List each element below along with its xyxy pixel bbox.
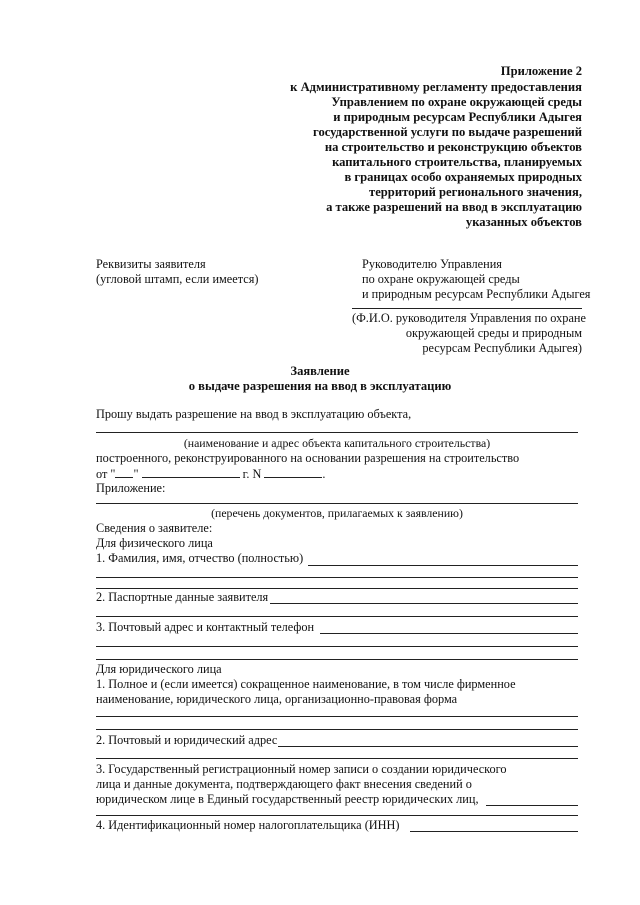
applicant-info-label: Сведения о заявителе: (96, 521, 213, 535)
legal-registration-label-cont: лица и данные документа, подтверждающего факт внесения сведений о (96, 777, 472, 791)
request-text: Прошу выдать разрешение на ввод в эксплуатацию объекта, (96, 407, 412, 421)
header-line: на строительство и реконструкцию объектов (324, 140, 582, 154)
legal-inn-field[interactable] (410, 831, 578, 832)
recipient-caption: ресурсам Республики Адыгея) (422, 341, 582, 355)
date-quote: " (133, 467, 139, 481)
date-year-label: г. N (242, 467, 262, 481)
header-line: государственной услуги по выдаче разрешений (313, 125, 582, 139)
legal-name-field[interactable] (96, 716, 578, 717)
legal-inn-label: 4. Идентификационный номер налогоплательщика (ИНН) (96, 818, 400, 832)
permit-number-field[interactable] (264, 466, 322, 478)
individual-fullname-label: 1. Фамилия, имя, отчество (полностью) (96, 551, 304, 565)
legal-address-label: 2. Почтовый и юридический адрес (96, 733, 278, 747)
fill-line[interactable] (96, 659, 578, 660)
attachment-label: Приложение: (96, 481, 166, 495)
built-text: построенного, реконструированного на основании разрешения на строительство (96, 451, 520, 465)
fill-line[interactable] (96, 577, 578, 578)
documents-caption: (перечень документов, прилагаемых к заявлению) (211, 506, 463, 520)
header-line: и природным ресурсам Республики Адыгея (333, 110, 582, 124)
legal-name-label-cont: наименование, юридического лица, организационно-правовая форма (96, 692, 458, 706)
date-month-year-field[interactable] (142, 466, 240, 478)
date-end: . (322, 467, 326, 481)
header-line: территорий регионального значения, (369, 185, 582, 199)
recipient-caption: (Ф.И.О. руководителя Управления по охране (352, 311, 586, 325)
individual-header: Для физического лица (96, 536, 213, 550)
header-line: к Административному регламенту предоставления (290, 80, 582, 94)
recipient-line: Руководителю Управления (362, 257, 502, 271)
applicant-requisites-label: Реквизиты заявителя (96, 257, 206, 271)
legal-registration-label-cont: юридическом лице в Единый государственный реестр юридических лиц, (96, 792, 479, 806)
individual-address-field[interactable] (320, 633, 578, 634)
fill-line[interactable] (96, 588, 578, 589)
recipient-caption: окружающей среды и природным (405, 326, 582, 340)
fill-line[interactable] (96, 729, 578, 730)
date-day-field[interactable] (115, 466, 133, 478)
appendix-number: Приложение 2 (500, 64, 582, 78)
fill-line[interactable] (96, 815, 578, 816)
date-line (96, 466, 326, 482)
recipient-line: и природным ресурсам Республики Адыгея (362, 287, 591, 301)
recipient-name-line[interactable] (352, 308, 582, 309)
date-prefix: от " (96, 467, 116, 481)
recipient-line: по охране окружающей среды (362, 272, 520, 286)
legal-registration-label: 3. Государственный регистрационный номер записи о создании юридического (96, 762, 507, 776)
legal-registration-field[interactable] (486, 805, 578, 806)
legal-name-label: 1. Полное и (если имеется) сокращенное наименование, в том числе фирменное (96, 677, 516, 691)
header-line: Управлением по охране окружающей среды (331, 95, 582, 109)
header-line: а также разрешений на ввод в эксплуатацию (326, 200, 582, 214)
document-subtitle: о выдаче разрешения на ввод в эксплуатацию (188, 379, 452, 393)
fill-line[interactable] (96, 616, 578, 617)
fill-line[interactable] (96, 758, 578, 759)
individual-passport-label: 2. Паспортные данные заявителя (96, 590, 269, 604)
individual-passport-field[interactable] (270, 603, 578, 604)
document-title: Заявление (290, 364, 350, 378)
object-caption: (наименование и адрес объекта капитального строительства) (183, 436, 491, 450)
fill-line[interactable] (96, 646, 578, 647)
header-line: в границах особо охраняемых природных (344, 170, 582, 184)
documents-list-field[interactable] (96, 503, 578, 504)
individual-address-label: 3. Почтовый адрес и контактный телефон (96, 620, 315, 634)
applicant-stamp-label: (угловой штамп, если имеется) (96, 272, 259, 286)
header-line: капитального строительства, планируемых (332, 155, 582, 169)
legal-address-field[interactable] (278, 746, 578, 747)
individual-fullname-field[interactable] (308, 565, 578, 566)
object-name-field[interactable] (96, 432, 578, 433)
legal-header: Для юридического лица (96, 662, 222, 676)
header-line: указанных объектов (465, 215, 582, 229)
